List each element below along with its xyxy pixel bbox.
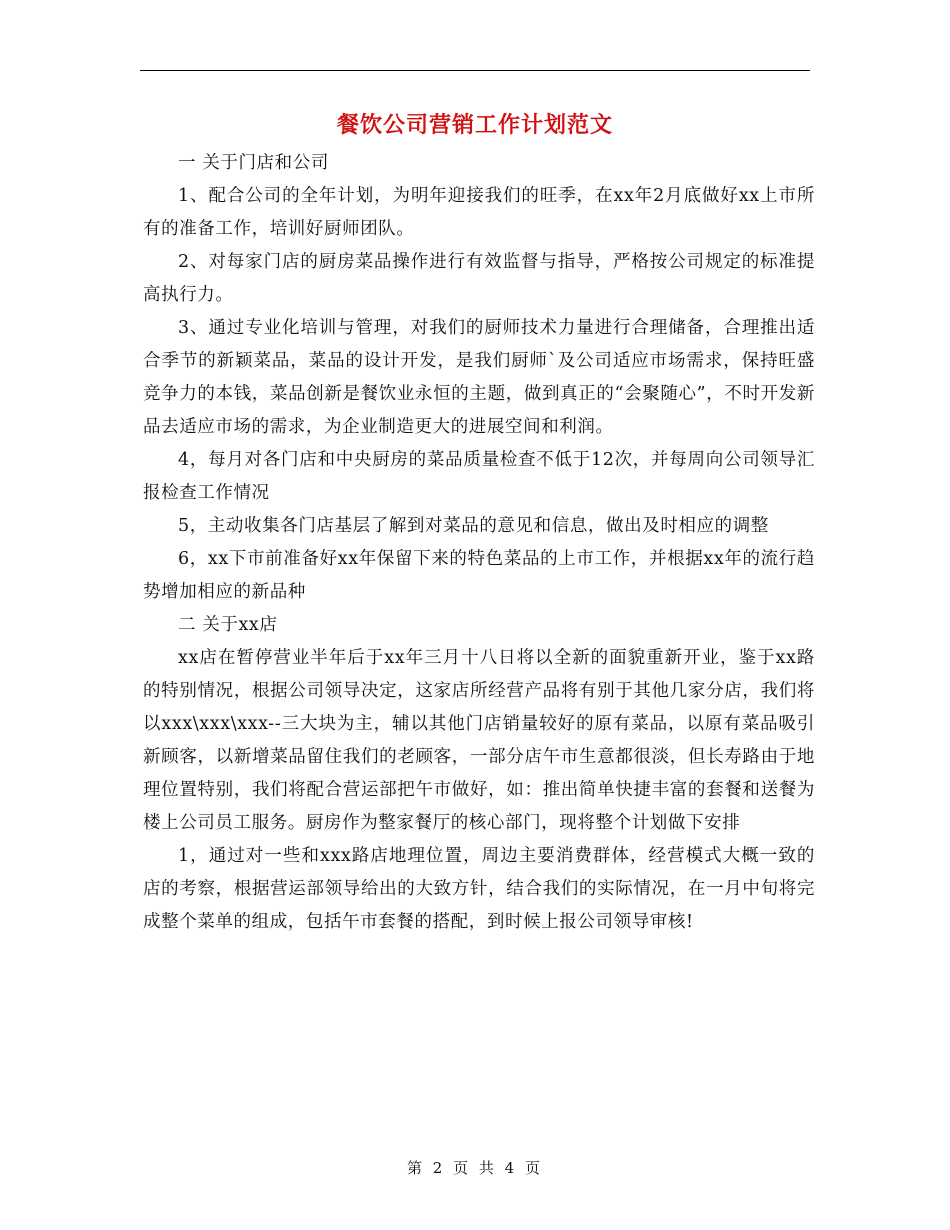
paragraph: xx店在暂停营业半年后于xx年三月十八日将以全新的面貌重新开业，鉴于xx路的特别情况，根据公司领导决定，这家店所经营产品将有别于其他几家分店，我们将以xxx\xxx\xxx--三大块为主，辅以其他门店销量较好的原有菜品，以原有菜品吸引新顾客，以新增菜品留住我们的老顾客，一部分店午市生意都很淡，但长寿路由于地理位置特别，我们将配合营运部把午市做好，如：推出简单快捷丰富的套餐和送餐为楼上公司员工服务。厨房作为整家餐厅的核心部门，现将整个计划做下安排 [143, 648, 815, 833]
paragraph: 3、通过专业化培训与管理，对我们的厨师技术力量进行合理储备，合理推出适合季节的新颖菜品，菜品的设计开发，是我们厨师`及公司适应市场需求，保持旺盛竞争力的本钱，菜品创新是餐饮业永恒的主题，做到真正的“会聚随心”，不时开发新品去适应市场的需求，为企业制造更大的进展空间和利润。 [143, 318, 815, 437]
paragraph: 4，每月对各门店和中央厨房的菜品质量检查不低于12次，并每周向公司领导汇报检查工作情况 [143, 450, 815, 503]
paragraph: 1，通过对一些和xxx路店地理位置，周边主要消费群体，经营模式大概一致的店的考察，根据营运部领导给出的大致方针，结合我们的实际情况，在一月中旬将完成整个菜单的组成，包括午市套餐的搭配，到时候上报公司领导审核! [143, 846, 815, 932]
section-heading: 一 关于门店和公司 [178, 153, 329, 173]
paragraph: 1、配合公司的全年计划，为明年迎接我们的旺季，在xx年2月底做好xx上市所有的准备工作，培训好厨师团队。 [143, 186, 815, 239]
document-body [143, 147, 815, 939]
document-title: 餐饮公司营销工作计划范文 [336, 113, 613, 138]
paragraph: 2、对每家门店的厨房菜品操作进行有效监督与指导，严格按公司规定的标准提高执行力。 [143, 252, 815, 305]
paragraph: 6，xx下市前准备好xx年保留下来的特色菜品的上市工作，并根据xx年的流行趋势增加相应的新品种 [143, 549, 815, 602]
page-number: 第 2 页 共 4 页 [407, 1159, 543, 1177]
header-rule [140, 70, 810, 71]
section-heading: 二 关于xx店 [178, 615, 278, 635]
paragraph: 5，主动收集各门店基层了解到对菜品的意见和信息，做出及时相应的调整 [178, 516, 769, 536]
